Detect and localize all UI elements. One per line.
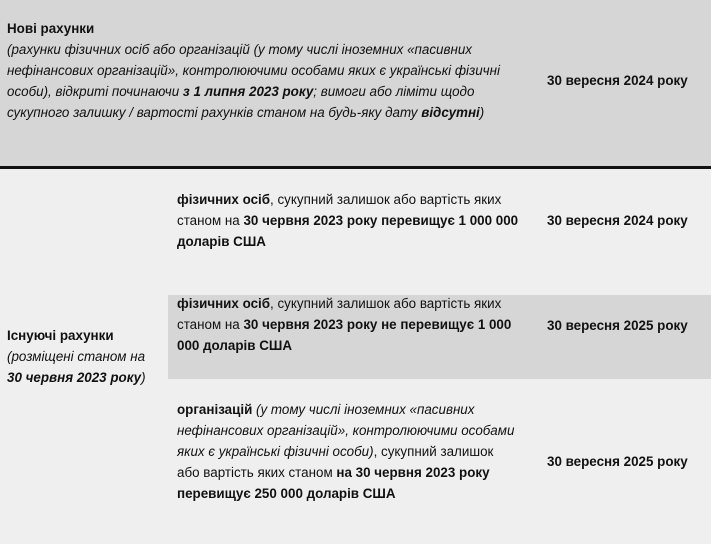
existing-subrow-1-deadline: 30 вересня 2024 року: [547, 213, 688, 228]
existing-subrow-2-deadline: 30 вересня 2025 року: [547, 318, 688, 333]
new-accounts-cell: [7, 18, 527, 123]
existing-subrow-3-text: організацій (у тому числі іноземних «пасивних нефінансових організацій», контролюючими особами яких є українські фізичні особи), сукупний залишок або вартість яких станом на 30 червня 2023 року перевищує 250 000 доларів США: [177, 402, 515, 501]
existing-subrow-3-deadline: 30 вересня 2025 року: [547, 454, 688, 469]
existing-accounts-title: Існуючі рахунки: [7, 328, 114, 343]
new-accounts-deadline: 30 вересня 2024 року: [547, 73, 688, 88]
existing-subrow-2-text: фізичних осіб, сукупний залишок або вартість яких станом на 30 червня 2023 року не перевищує 1 000 000 доларів США: [177, 296, 512, 353]
new-accounts-description: (рахунки фізичних осіб або організацій (у тому числі іноземних «пасивних нефінансових організацій», контролюючими особами яких є українські фізичні особи), відкриті починаючи з 1 липня 2023 року; вимоги або ліміти щодо сукупного залишку / вартості рахунків станом на будь-яку дату відсутні): [7, 42, 500, 120]
existing-accounts-cell: [7, 325, 162, 388]
existing-accounts-description: (розміщені станом на 30 червня 2023 року): [7, 349, 146, 385]
new-accounts-title: Нові рахунки: [7, 21, 95, 36]
existing-subrow-1-text: фізичних осіб, сукупний залишок або вартість яких станом на 30 червня 2023 року перевищує 1 000 000 доларів США: [177, 192, 519, 249]
